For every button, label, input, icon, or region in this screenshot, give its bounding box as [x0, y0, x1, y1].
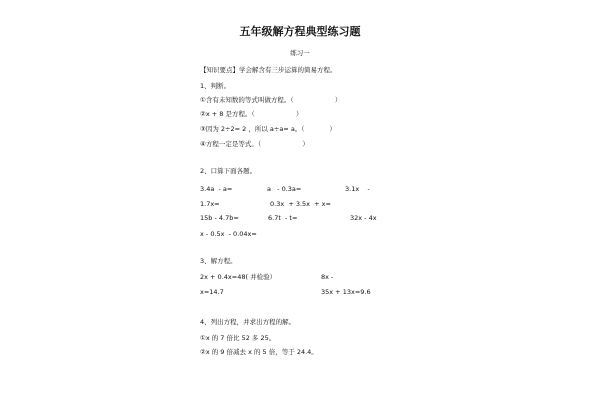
page-subtitle: 练习一: [290, 49, 310, 57]
s1-item-1: ①含有未知数的等式叫做方程。（ ）: [200, 96, 342, 104]
s1-item-2: ②x + 8 是方程。（ ）: [200, 110, 303, 118]
s3-r2-c1: x=14.7: [200, 288, 224, 296]
s1-item-3: ③因为 2÷2= 2 ，所以 a÷a= a。（ ）: [200, 125, 336, 133]
section-2-heading: 2、口算下面各题。: [200, 167, 257, 175]
s3-r2-c2: 35x + 13x=9.6: [321, 288, 371, 296]
section-3-heading: 3、解方程。: [200, 257, 237, 265]
s1-item-4: ④方程一定是等式。（ ）: [200, 140, 309, 148]
s2-r2-c1: 1.7x=: [200, 200, 220, 208]
s3-r1-c1: 2x + 0.4x=48( 并检验）: [200, 273, 277, 281]
s2-r2-c2: 0.3x + 3.5x + x=: [270, 200, 331, 208]
s4-item-1: ①x 的 7 倍比 52 多 25。: [200, 334, 276, 342]
page-title: 五年级解方程典型练习题: [239, 25, 361, 38]
s2-r3-c3: 32x - 4x: [350, 214, 377, 222]
section-4-heading: 4、列出方程，并求出方程的解。: [200, 318, 296, 326]
s2-r3-c1: 15b - 4.7b=: [200, 214, 239, 222]
s2-r1-c2: a - 0.3a=: [267, 185, 302, 193]
section-1-heading: 1、判断。: [200, 82, 231, 90]
knowledge-point: 【知识要点】学会解含有三步运算的简易方程。: [200, 66, 337, 74]
s2-r3-c2: 6.7t - t=: [268, 214, 298, 222]
s2-r4-c1: x - 0.5x - 0.04x=: [200, 230, 257, 238]
s2-r1-c3: 3.1x -: [345, 185, 370, 193]
s2-r1-c1: 3.4a - a=: [200, 185, 233, 193]
s3-r1-c2: 8x -: [321, 273, 334, 281]
s4-item-2: ②x 的 9 倍减去 x 的 5 倍，等于 24.4。: [200, 348, 318, 356]
